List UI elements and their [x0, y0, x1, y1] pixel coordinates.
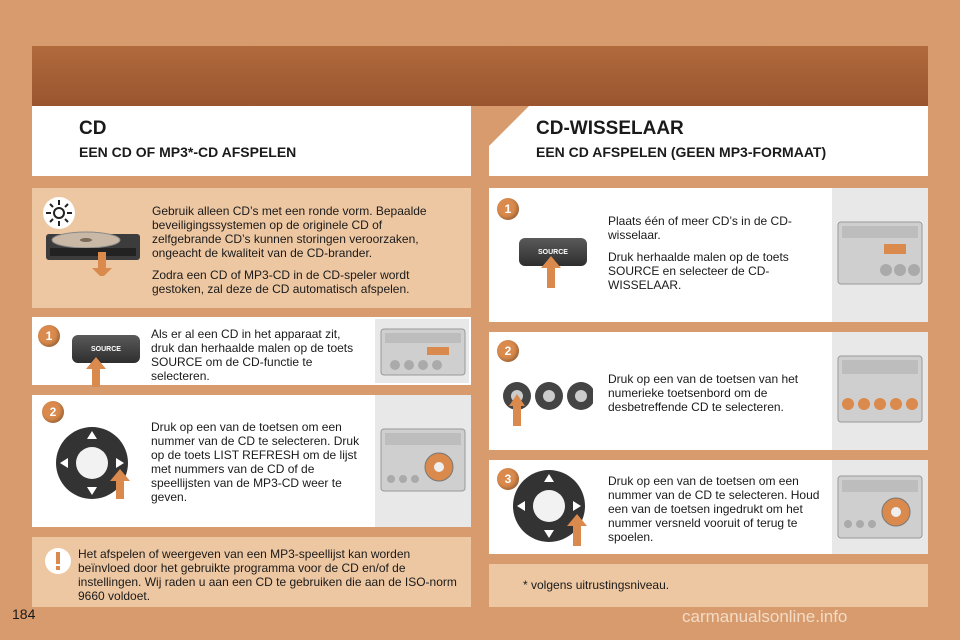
header-banner: [32, 46, 928, 106]
tip-text-1: Gebruik alleen CD’s met een ronde vorm. Bepaalde beveiligingssystemen op de originele CD of zelfgebrande CD’s kunnen storingen veroorzaken, ongeacht de kwaliteit van de CD-brander.: [152, 204, 427, 260]
navigation-pad-illustration: [54, 423, 144, 503]
source-button: SOURCE: [519, 238, 587, 266]
step-badge: 1: [38, 325, 60, 347]
title-corner-left: [471, 106, 489, 176]
section-subheading: EEN CD AFSPELEN (GEEN MP3-FORMAAT): [536, 144, 827, 160]
exclamation-icon: [44, 547, 72, 575]
tip-text-2: Zodra een CD of MP3-CD in de CD-speler wordt gestoken, zal deze de CD automatisch afspelen.: [152, 268, 410, 296]
radio-thumbnail: [375, 319, 469, 383]
section-heading: CD-WISSELAAR: [536, 118, 684, 139]
step-badge: 1: [497, 198, 519, 220]
numeric-keys-illustration: [501, 376, 593, 426]
left-step-1-panel: [32, 317, 471, 385]
left-step-2-text: Druk op een van de toetsen om een nummer van de CD te selecteren. Druk op de toets LIST REFRESH om de lijst met nummers van de CD of de speellijsten van de MP3-CD weer te geven.: [151, 420, 360, 504]
cd-player-illustration: [46, 226, 142, 276]
right-step-1-text-2: Druk herhaalde malen op de toets SOURCE en selecteer de CD-WISSELAAR.: [608, 250, 789, 292]
left-step-2-panel: [32, 395, 471, 527]
radio-thumbnail: [375, 395, 471, 527]
warning-text: Het afspelen of weergeven van een MP3-speellijst kan worden beïnvloed door het gebruikte programma voor de CD en/of de instellingen. Wij raden u aan een CD te gebruiken die aan de ISO-norm 9660 voldoet.: [78, 547, 457, 603]
step-badge: 2: [42, 401, 64, 423]
right-step-1-text-1: Plaats één of meer CD’s in de CD-wisselaar.: [608, 214, 792, 242]
navigation-pad-illustration: [511, 466, 601, 550]
step-badge: 3: [497, 468, 519, 490]
section-title-cd-changer: [489, 106, 928, 176]
section-heading: CD: [79, 118, 107, 139]
step-badge: 2: [497, 340, 519, 362]
section-subheading: EEN CD OF MP3*-CD AFSPELEN: [79, 144, 297, 160]
source-button: SOURCE: [72, 335, 140, 363]
page-number: 184: [12, 606, 36, 622]
tip-panel: [32, 188, 471, 308]
right-step-3-panel: [489, 460, 928, 554]
arrow-up-icon: [86, 357, 106, 387]
radio-thumbnail: [832, 332, 928, 450]
warning-panel: [32, 537, 471, 607]
radio-thumbnail: [832, 460, 928, 554]
right-step-1-panel: [489, 188, 928, 322]
title-corner: [489, 106, 529, 176]
arrow-up-icon: [541, 256, 561, 288]
section-title-cd: [32, 106, 471, 176]
radio-thumbnail: [832, 188, 928, 322]
right-step-2-text: Druk op een van de toetsen van het numerieke toetsenbord om de desbetreffende CD te selecteren.: [608, 372, 799, 414]
right-step-2-panel: [489, 332, 928, 450]
right-step-3-text: Druk op een van de toetsen om een nummer van de CD te selecteren. Houd een van de toetsen ingedrukt om het nummer versneld vooruit of terug te spoelen.: [608, 474, 820, 544]
watermark: carmanualsonline.info: [682, 607, 848, 626]
sun-icon: [42, 196, 76, 230]
footnote-text: * volgens uitrustingsniveau.: [523, 578, 670, 592]
left-step-1-text: Als er al een CD in het apparaat zit, druk dan herhaalde malen op de toets SOURCE om de CD-functie te selecteren.: [151, 327, 354, 383]
footnote-panel: [489, 564, 928, 607]
